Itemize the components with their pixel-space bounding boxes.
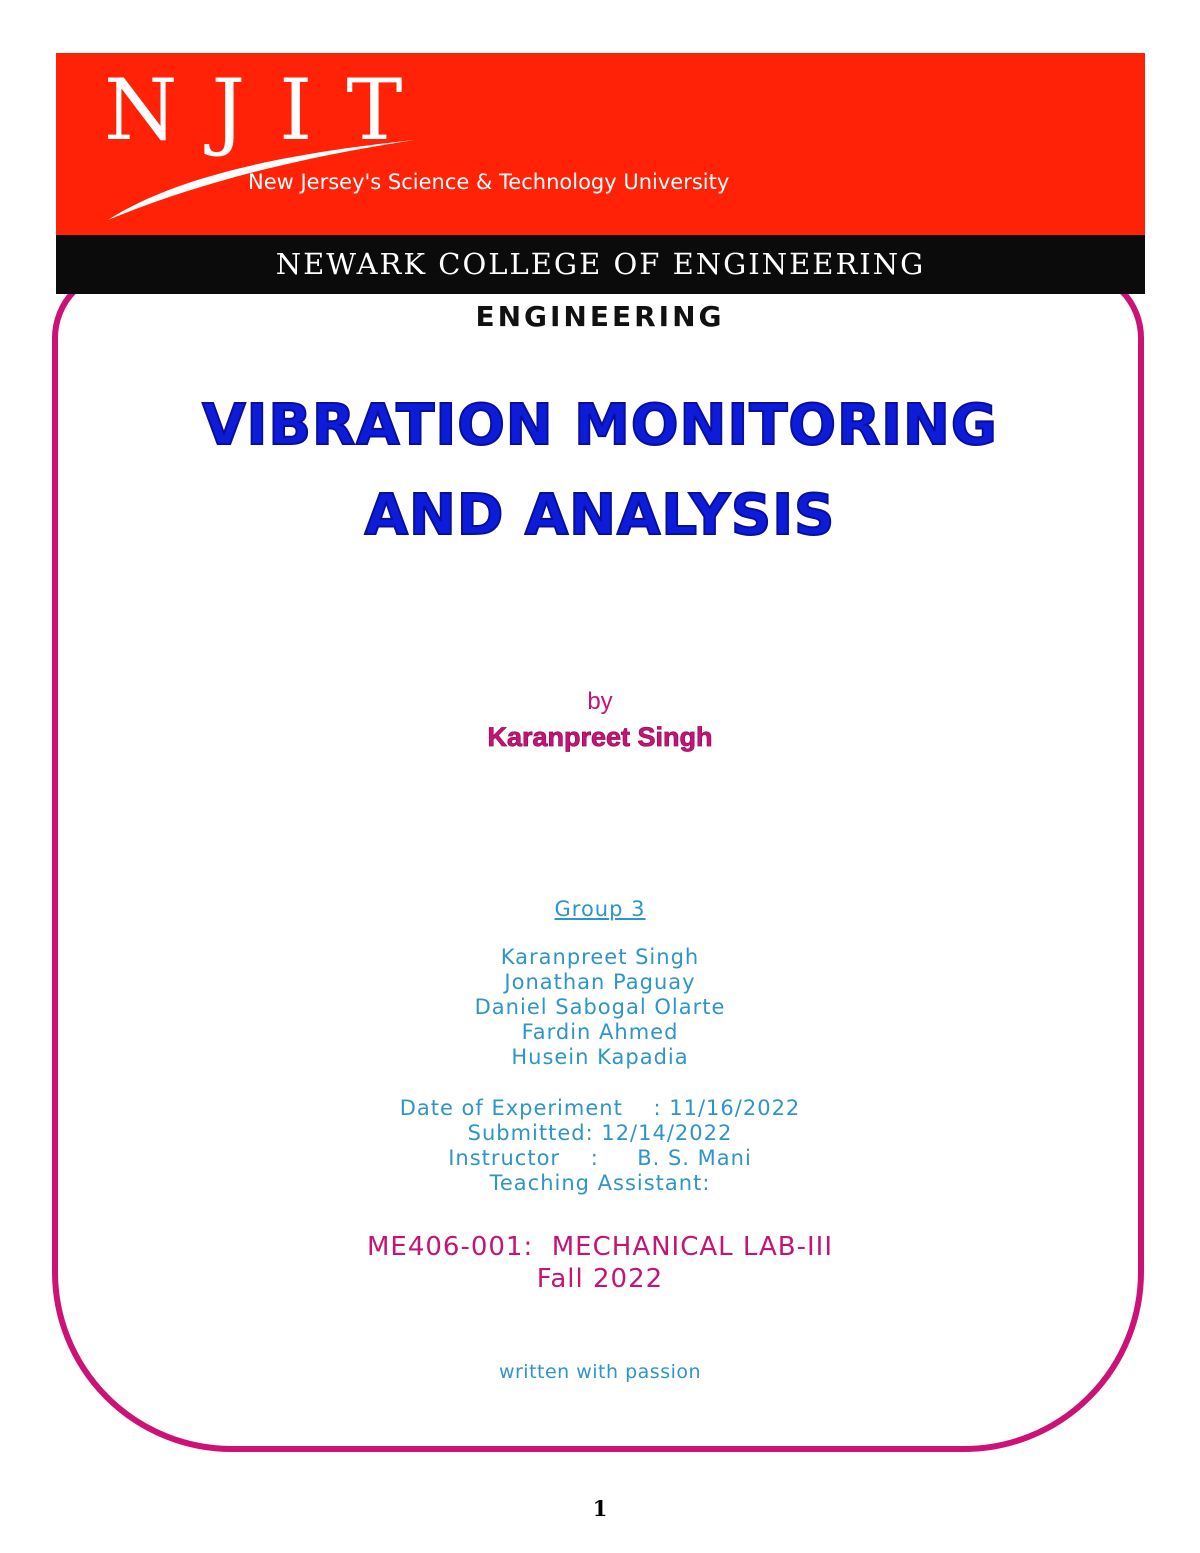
group-member: Jonathan Paguay: [504, 970, 696, 994]
group-member: Husein Kapadia: [511, 1045, 689, 1069]
submitted-date: Submitted: 12/14/2022: [467, 1121, 733, 1145]
njit-logo-text: NJIT: [104, 61, 437, 159]
instructor: Instructor : B. S. Mani: [448, 1146, 752, 1170]
date-of-experiment: Date of Experiment : 11/16/2022: [399, 1096, 801, 1120]
tagline: written with passion: [498, 1361, 702, 1383]
college-name: NEWARK COLLEGE OF ENGINEERING: [275, 247, 926, 281]
report-title-line-2: AND ANALYSIS: [364, 483, 836, 548]
department-heading: ENGINEERING: [475, 300, 725, 333]
author-name: Karanpreet Singh: [487, 722, 713, 752]
teaching-assistant: Teaching Assistant:: [489, 1171, 711, 1195]
group-label: Group 3: [554, 897, 646, 921]
course-title: ME406-001: MECHANICAL LAB-III: [366, 1232, 834, 1262]
page-number: 1: [592, 1496, 608, 1521]
group-member: Karanpreet Singh: [500, 945, 700, 969]
group-member: Daniel Sabogal Olarte: [474, 995, 726, 1019]
logo-tagline: New Jersey's Science & Technology University: [248, 170, 730, 194]
report-title-line-1: VIBRATION MONITORING: [202, 393, 998, 458]
by-label: by: [587, 688, 613, 715]
course-term: Fall 2022: [536, 1264, 664, 1294]
group-member: Fardin Ahmed: [521, 1020, 679, 1044]
